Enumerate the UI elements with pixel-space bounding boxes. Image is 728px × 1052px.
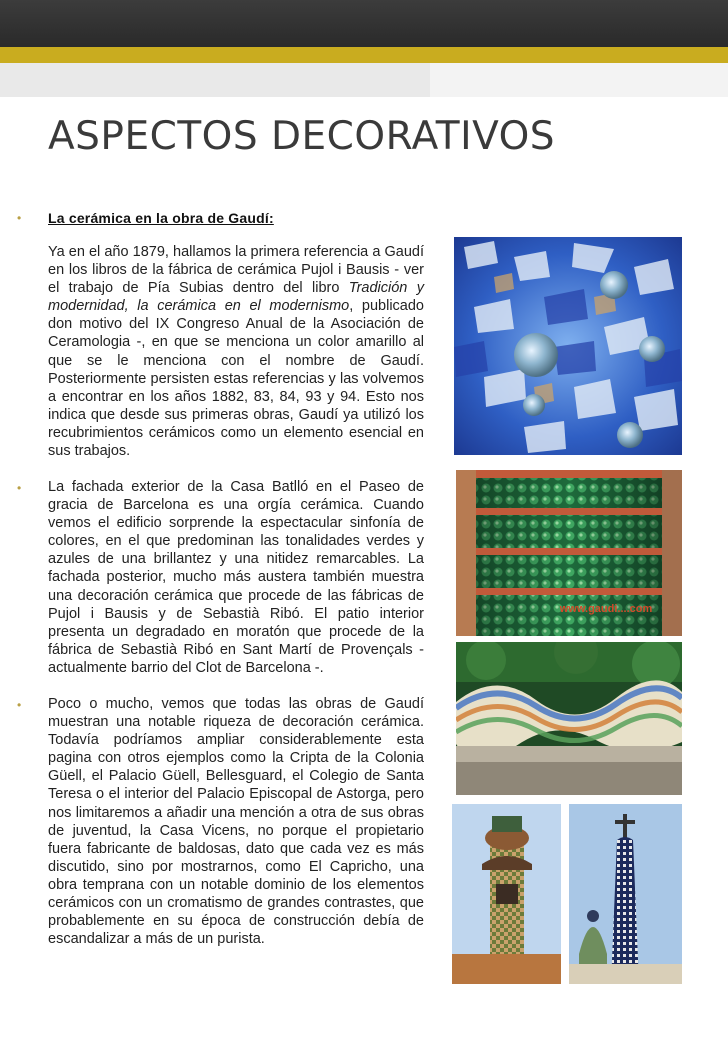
grey-header-band — [0, 63, 430, 97]
top-dark-band — [0, 0, 728, 47]
paragraph-otras-obras: Poco o mucho, vemos que todas las obras de Gaudí muestran una notable riqueza de decoración cerámica. Todavía podríamos ampliar considerablemente esta pagina con otros ejemplos como la Cripta de la Colonia Güell, el Palacio Güell, Bellesguard, el Colegio de Santa Teresa o el interior del Palacio Episcopal de Astorga, pero nos limitaremos a añadir una mención a otra de sus obras de juventud, la Casa Vicens, no porque el propietario fuera fabricante de baldosas, dato que cada vez es más discutido, sino por mostrarnos, como El Capricho, una obra temprana con un notable dominio de los elementos cerámicos con un cromatismo de grandes contrastes, que probablemente en su época de construcción debía de escandalizar a más de un purista. — [48, 696, 424, 948]
section-heading: La cerámica en la obra de Gaudí: — [48, 210, 274, 226]
glass-disc-3 — [639, 336, 665, 362]
photo-park-guell-cross-tower — [569, 804, 682, 984]
photo-watermark: www.gaudi....com — [559, 603, 653, 615]
photo-park-guell-bench — [456, 642, 682, 795]
gold-accent-band — [0, 47, 728, 63]
glass-disc-5 — [617, 422, 643, 448]
photo-green-ceramic-tower — [456, 470, 682, 636]
glass-disc-1 — [600, 271, 628, 299]
bullet-marker: • — [17, 211, 22, 225]
bullet-marker: • — [17, 698, 22, 712]
glass-disc-4 — [523, 394, 545, 416]
paragraph-ceramica-origen: Ya en el año 1879, hallamos la primera referencia a Gaudí en los libros de la fábrica de cerámica Pujol i Bausis - ver el trabajo de Pía Subias dentro del libro Tradición y modernidad, la cerámica en el modernismo, publicado don motivo del IX Congreso Anual de la Asociación de Ceramologia -, en que se menciona un color amarillo al que se le menciona con el nombre de Gaudí. Posteriormente persisten estas referencias y las volvemos a encontrar en los años 1882, 83, 84, 93 y 94. Esto nos indica que desde sus primeras obras, Gaudí ya utilizó los recubrimientos cerámicos como un elemento esencial en sus trabajos. — [48, 244, 424, 460]
photo-capricho-tower — [452, 804, 561, 984]
grey-header-band-light — [430, 63, 728, 97]
bullet-marker: • — [17, 481, 22, 495]
paragraph-casa-batllo: La fachada exterior de la Casa Batlló en el Paseo de gracia de Barcelona es una orgía cerámica. Cuando vemos el edificio sorprende la espectacular sinfonía de colores, en el que predominan las tonalidades verdes y azules de una brillantez y una nitidez remarcables. La fachada posterior, mucho más austera también muestra una decoración cerámica que procede de las fábricas de Pujol i Bausis y de Sebastià Ribó. El patio interior presenta un degradado en moratón que procede de la fábrica de Sebastià Ribó en Sant Martí de Provençals - actualmente barrio del Clot de Barcelona -. — [48, 479, 424, 676]
glass-disc-2 — [514, 333, 558, 377]
book-title: Tradición y modernidad, la cerámica en el modernismo — [48, 280, 424, 315]
photo-blue-trencadis-mosaic — [454, 237, 682, 455]
page-title: ASPECTOS DECORATIVOS — [48, 114, 556, 159]
